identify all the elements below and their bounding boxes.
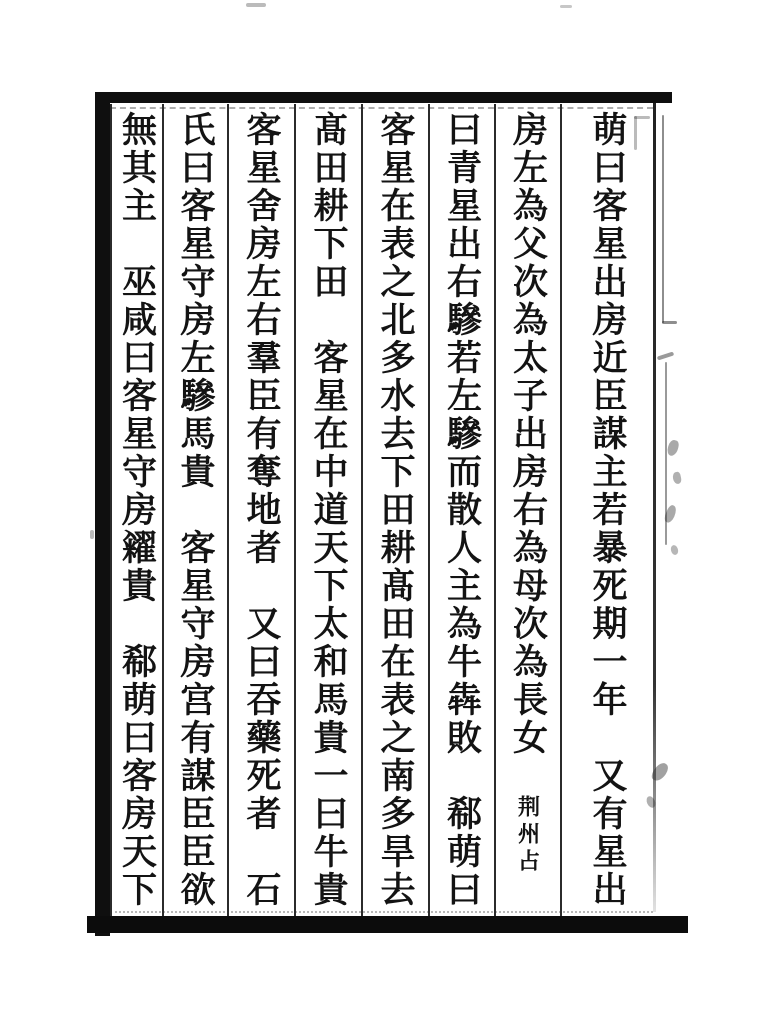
bleed-mark: [670, 544, 679, 556]
text-column-7: [162, 104, 227, 916]
bleed-mark: [666, 439, 680, 457]
text-segment: 髙田耕下田: [309, 111, 348, 301]
column-text: [442, 111, 482, 916]
text-column-2: [494, 104, 560, 916]
text-segment: 荆州占: [515, 795, 541, 876]
margin-fragment-corner: [657, 351, 674, 360]
margin-fragment-corner: [662, 321, 677, 324]
frame-corner-fragment: [634, 116, 650, 119]
text-segment: 又曰吞藥死者: [242, 605, 281, 833]
bleed-mark: [672, 471, 682, 484]
column-text: [178, 111, 213, 916]
text-segment: 客星守房宫有謀臣臣欲: [176, 529, 215, 909]
text-segment: 氏曰客星守房左驂馬貴: [176, 111, 215, 491]
text-segment: 郗萌曰客房天下: [117, 643, 157, 909]
text-column-4: [361, 104, 428, 916]
text-segment: 客星舍房左右羣臣有奪地者: [242, 111, 281, 567]
column-text: [378, 111, 413, 916]
text-column-3: [428, 104, 494, 916]
frame-right-line: [653, 100, 656, 912]
text-segment: 曰青星出右驂若左驂而散人主為牛犇敗: [442, 111, 482, 757]
text-column-8: [110, 104, 162, 916]
scan-speck: [560, 5, 572, 8]
text-segment: 巫咸曰客星守房糴貴: [117, 263, 157, 605]
text-segment: 石: [242, 871, 281, 909]
frame-top-bar: [95, 92, 672, 103]
text-segment: 房左為父次為太子出房右為母次為長女: [508, 111, 548, 757]
text-segment: 客星在中道天下太和馬貴一曰牛貴: [309, 339, 348, 909]
margin-fragment-line: [662, 115, 664, 323]
text-segment: 無其主: [117, 111, 157, 225]
column-text: [311, 111, 346, 916]
text-segment: 萌曰客星出房近臣謀主若暴死期一年: [588, 111, 627, 719]
scan-speck: [90, 530, 94, 539]
text-segment: 又有星出: [588, 757, 627, 909]
text-column-1: [560, 104, 653, 916]
text-segment: 客星在表之北多水去下田耕髙田在表之南多旱去: [376, 111, 415, 909]
column-text: [244, 111, 279, 916]
column-text: [117, 111, 157, 916]
text-column-6: [227, 104, 294, 916]
scan-speck: [246, 3, 266, 7]
column-text: [590, 111, 625, 916]
text-column-5: [294, 104, 361, 916]
text-segment: 郗萌曰: [442, 795, 482, 909]
frame-left-bar: [95, 92, 110, 936]
frame-bottom-bar: [87, 916, 688, 933]
text-columns: [110, 104, 653, 916]
column-text: [508, 111, 548, 916]
frame-corner-fragment: [634, 116, 637, 150]
